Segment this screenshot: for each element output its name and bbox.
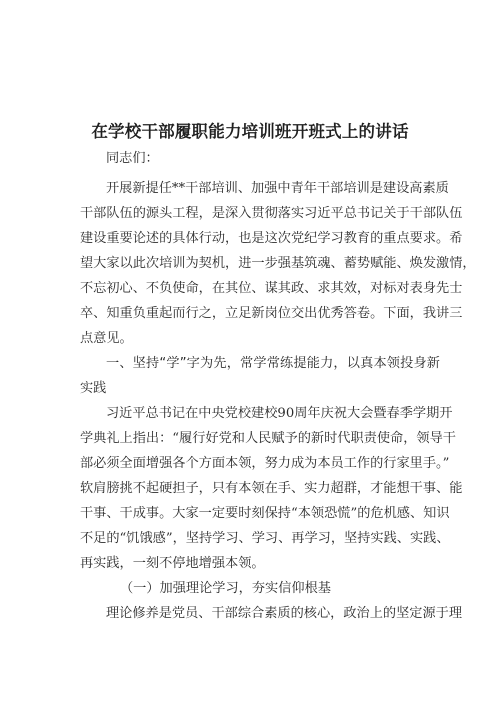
paragraph-1-line-5: 不忘初心、不负使命，在其位、谋其政、求其效，对标对表身先士 bbox=[80, 281, 463, 296]
paragraph-2-line-4: 软肩膀挑不起硬担子，只有本领在手、实力超群，才能想干事、能 bbox=[80, 481, 463, 496]
document-title: 在学校干部履职能力培训班开班式上的讲话 bbox=[91, 122, 409, 141]
paragraph-1-line-7: 点意见。 bbox=[80, 331, 133, 346]
paragraph-1-line-6: 卒、知重负重起而行之，立足新岗位交出优秀答卷。下面，我讲三 bbox=[80, 306, 463, 321]
paragraph-2-line-3: 部必须全面增强各个方面本领，努力成为本员工作的行家里手。” bbox=[80, 456, 450, 471]
paragraph-2-line-5: 干事、干成事。大家一定要时刻保持“本领恐慌”的危机感、知识 bbox=[80, 506, 450, 521]
paragraph-2-line-6: 不足的“饥饿感”，坚持学习、学习、再学习，坚持实践、实践、 bbox=[80, 531, 450, 546]
greeting: 同志们： bbox=[106, 151, 159, 166]
section-1-heading-line-1: 一、坚持“学”字为先，常学常练提能力，以真本领投身新 bbox=[106, 356, 440, 371]
paragraph-2-line-7: 再实践，一刻不停地增强本领。 bbox=[80, 556, 265, 571]
paragraph-1-line-4: 望大家以此次培训为契机，进一步强基筑魂、蓄势赋能、焕发激情， bbox=[80, 256, 476, 271]
paragraph-2-line-1: 习近平总书记在中央党校建校90周年庆祝大会暨春季学期开 bbox=[106, 406, 453, 421]
section-1-heading-line-2: 实践 bbox=[80, 381, 107, 396]
paragraph-1-line-3: 建设重要论述的具体行动，也是这次党纪学习教育的重点要求。希 bbox=[80, 231, 463, 246]
paragraph-2-line-2: 学典礼上指出：“履行好党和人民赋予的新时代职责使命，领导干 bbox=[80, 431, 456, 446]
paragraph-3-line-1: 理论修养是党员、干部综合素质的核心，政治上的坚定源于理 bbox=[106, 606, 463, 621]
paragraph-1-line-1: 开展新提任**干部培训、加强中青年干部培训是建设高素质 bbox=[106, 181, 449, 196]
paragraph-1-line-2: 干部队伍的源头工程，是深入贯彻落实习近平总书记关于干部队伍 bbox=[80, 206, 463, 221]
subsection-1-heading: （一）加强理论学习，夯实信仰根基 bbox=[120, 581, 331, 596]
